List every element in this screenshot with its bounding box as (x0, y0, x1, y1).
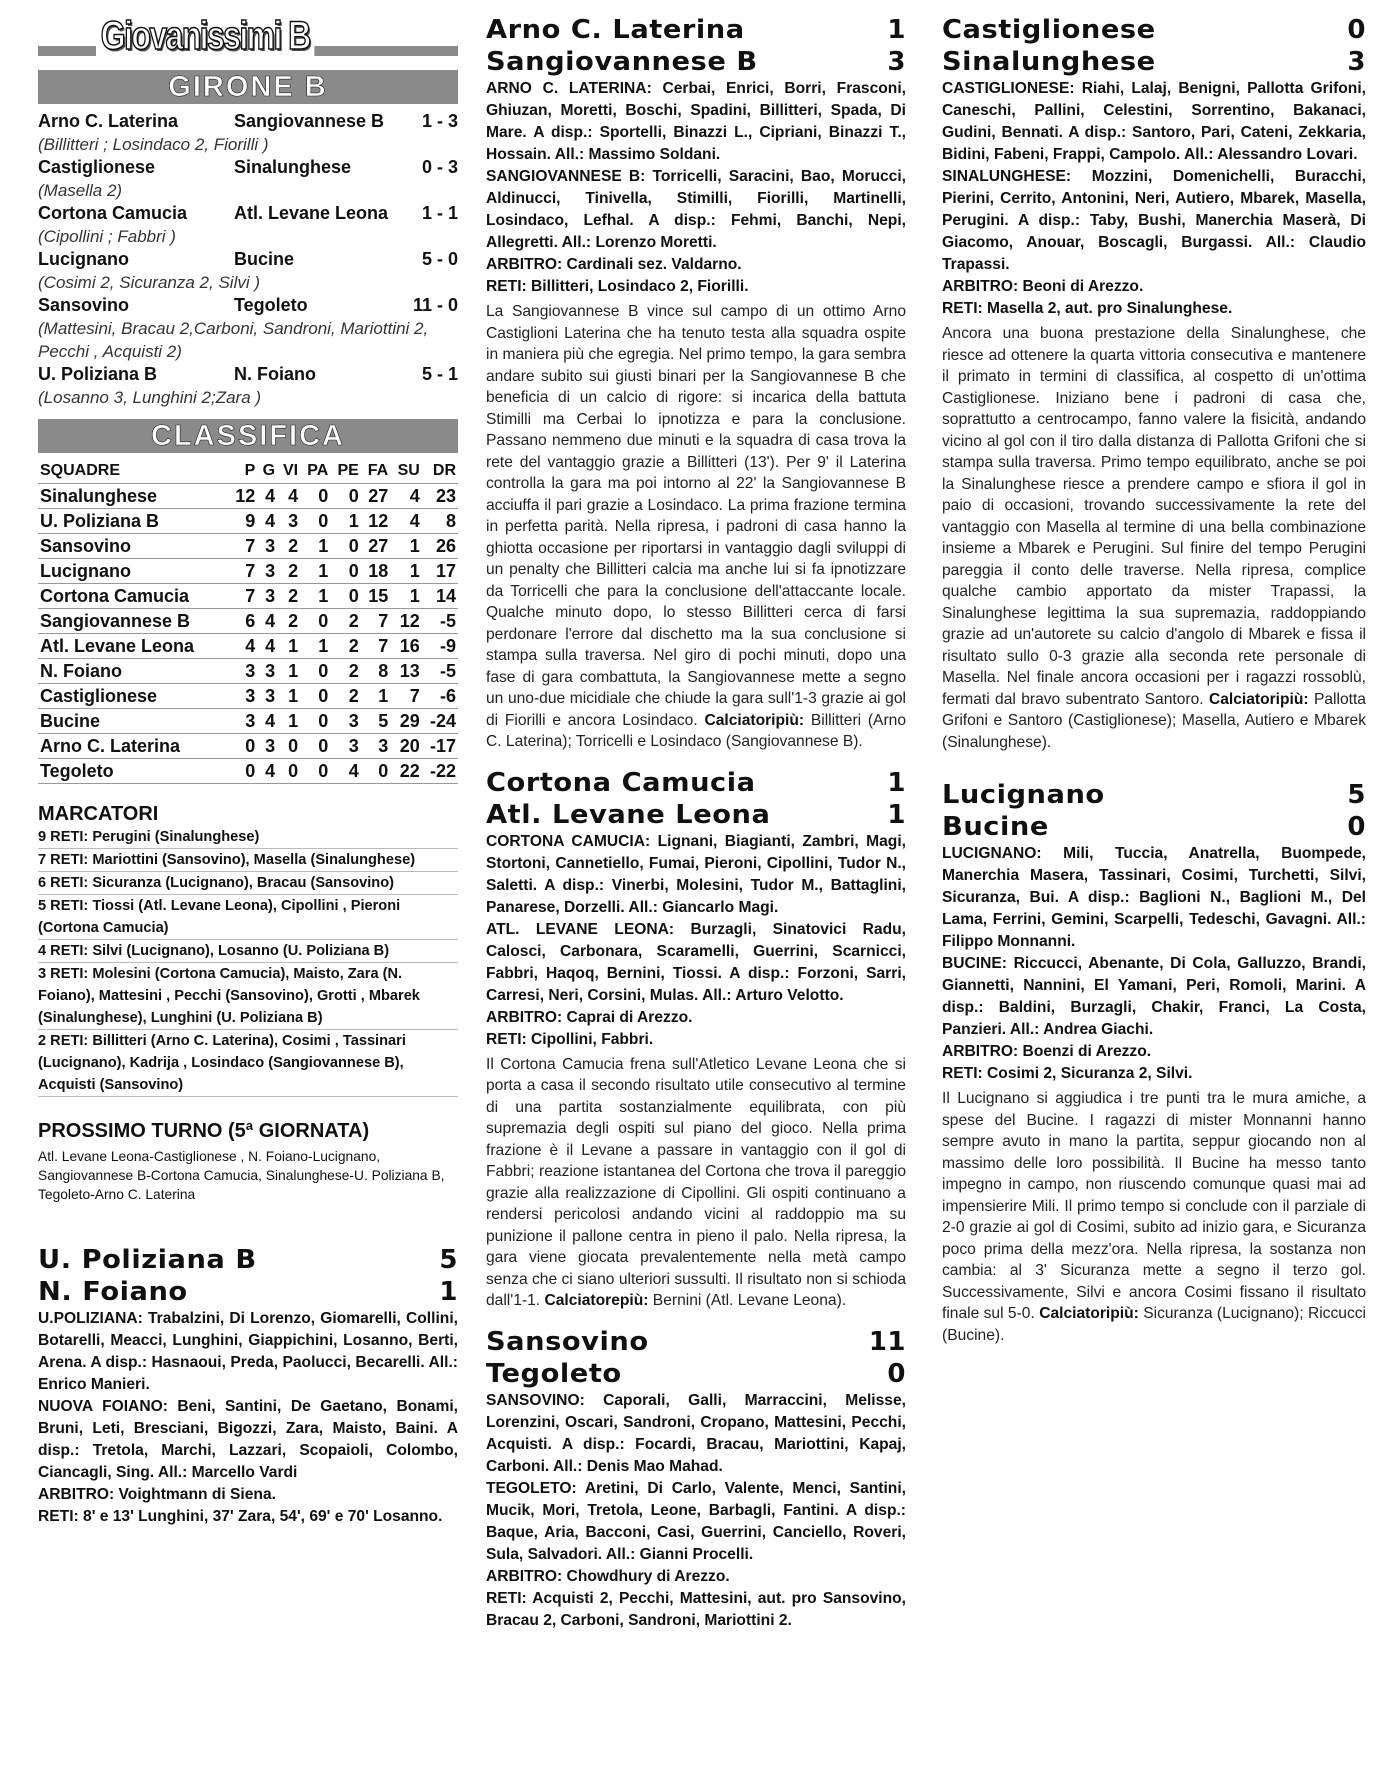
standings-cell: Atl. Levane Leona (38, 634, 228, 659)
result-away-team: Sinalunghese (234, 157, 352, 177)
standings-cell: 3 (257, 684, 277, 709)
standings-cell: 1 (361, 684, 390, 709)
result-away-team: Tegoleto (234, 295, 308, 315)
match-lineup: CASTIGLIONESE: Riahi, Lalaj, Benigni, Pallotta Grifoni, Caneschi, Pallini, Celestini, Sorrentino, Bakanaci, Gudini, Bennati. A disp.: Santoro, Pari, Cateni, Zekkaria, Bidini, Fabeni, Frappi, Campolo. All.: Alessandro Lovari. (942, 80, 1366, 163)
match-report-text (942, 1088, 1366, 1346)
match-report (486, 767, 906, 1312)
standings-column-header: SQUADRE (40, 462, 121, 479)
match-away-score: 3 (1347, 47, 1366, 77)
result-row (38, 248, 458, 271)
standings-cell: 3 (257, 584, 277, 609)
marcatori-line: 4 RETI: Silvi (Lucignano), Losanno (U. Poliziana B) (38, 940, 458, 963)
standings-cell: 7 (228, 559, 257, 584)
match-home-line (486, 14, 906, 46)
standings-cell: 0 (300, 734, 330, 759)
standings-row (38, 509, 458, 534)
standings-cell: -5 (422, 609, 458, 634)
match-away-score: 0 (887, 1358, 906, 1389)
standings-cell: 12 (390, 609, 422, 634)
match-home-team: Sansovino (486, 1326, 649, 1357)
result-away-team: Bucine (234, 249, 295, 269)
result-home-team: Castiglionese (38, 157, 156, 177)
standings-cell: 1 (277, 634, 300, 659)
match-home-line (942, 14, 1366, 46)
standings-cell: -17 (422, 734, 458, 759)
match-lineup: ARBITRO: Boenzi di Arezzo. (942, 1043, 1152, 1060)
result-score: 1 - 1 (421, 203, 458, 223)
standings-cell: N. Foiano (38, 659, 228, 684)
standings-cell: 0 (277, 759, 300, 784)
standings-cell: 23 (422, 484, 458, 509)
standings-cell: 4 (390, 509, 422, 534)
standings-cell: 17 (422, 559, 458, 584)
standings-row (38, 734, 458, 759)
standings-column-header: P (244, 462, 256, 479)
result-scorers: (Billitteri ; Losindaco 2, Fiorilli ) (38, 135, 269, 154)
standings-cell: 3 (277, 509, 300, 534)
marcatori-heading: MARCATORI (38, 803, 159, 825)
standings-cell: 1 (390, 534, 422, 559)
marcatori-list (38, 826, 458, 1097)
standings-cell: 3 (257, 559, 277, 584)
match-lineup: RETI: Masella 2, aut. pro Sinalunghese. (942, 300, 1233, 317)
standings-cell: 1 (300, 634, 330, 659)
standings-cell: 3 (257, 734, 277, 759)
page-title (38, 14, 458, 64)
standings-cell: 1 (300, 559, 330, 584)
standings-cell: 12 (228, 484, 257, 509)
match-home-team: Lucignano (942, 780, 1105, 810)
match-report-body: Il Lucignano si aggiudica i tre punti tra le mura amiche, a spese del Bucine. I ragazzi di mister Monnanni hanno sempre avuto in mano la partita, seppur giocando non al massimo delle loro possibilità. Il Bucine ha messo tanto impegno in campo, non riuscendo comunque quasi mai ad impensierire Mili. Il primo tempo si conclude con il parziale di 2-0 grazie ai gol di Cosimi, subito ad inizio gara, e Sicuranza poco prima della mezz'ora. Nella ripresa, la sostanza non cambia: al 3' Sicuranza mette a segno il terzo gol. Successivamente, Silvi e ancora Cosimi fissano il risultato finale sul 5-0. (942, 1090, 1366, 1322)
match-lineup: ARBITRO: Beoni di Arezzo. (942, 278, 1144, 295)
standings-cell: 0 (228, 759, 257, 784)
marcatori-line: 5 RETI: Tiossi (Atl. Levane Leona), Cipollini , Pieroni (Cortona Camucia) (38, 895, 458, 940)
standings-row (38, 609, 458, 634)
marcatori-line: 3 RETI: Molesini (Cortona Camucia), Maisto, Zara (N. Foiano), Mattesini , Pecchi (Sansovino), Grotti , Mbarek (Sinalunghese), Lunghini (U. Poliziana B) (38, 963, 458, 1030)
standings-cell: 4 (257, 609, 277, 634)
standings-cell: 0 (300, 709, 330, 734)
standings-table (38, 459, 458, 783)
standings-cell: 1 (390, 584, 422, 609)
result-score: 5 - 1 (421, 364, 458, 384)
match-report (486, 1326, 906, 1632)
match-home-line (486, 767, 906, 799)
standings-cell: 2 (330, 684, 361, 709)
standings-row (38, 584, 458, 609)
match-home-team: U. Poliziana B (38, 1245, 257, 1275)
standings-cell: 0 (277, 734, 300, 759)
match-home-score: 1 (887, 15, 906, 45)
standings-cell: Sinalunghese (38, 484, 228, 509)
standings-cell: 0 (300, 684, 330, 709)
match-home-line (942, 779, 1366, 811)
marcatori-line: 2 RETI: Billitteri (Arno C. Laterina), Cosimi , Tassinari (Lucignano), Kadrija , Losindaco (Sangiovannese B), Acquisti (Sansovino) (38, 1030, 458, 1097)
standings-cell: 7 (361, 634, 390, 659)
match-lineup: SINALUNGHESE: Mozzini, Domenichelli, Buracchi, Pierini, Cerrito, Antonini, Neri, Autiero, Mbarek, Masella, Perugini. A disp.: Taby, Bushi, Manerchia Maserà, Di Giacomo, Anouar, Boscagli, Burgassi. All.: Claudio Trapassi. (942, 168, 1366, 273)
standings-cell: 7 (390, 684, 422, 709)
match-away-line (38, 1276, 458, 1308)
standings-cell: 4 (277, 484, 300, 509)
match-report-body: La Sangiovannese B vince sul campo di un ottimo Arno Castiglioni Laterina che ha tenuto testa alla squadra ospite in maniera più che egregia. Nel primo tempo, la gara sembra andare subito sui giusti binari per la Sangiovannese B che beneficia di un calcio di rigore: si incarica della battuta Stimilli ma Cerbai lo ipnotizza e para la conclusione. Passano nemmeno due minuti e la squadra di casa trova la rete del vantaggio grazie a Billitteri (13'). Per 9' il Laterina controlla la gara ma poi intorno al 22' la Sangiovannese B acciuffa il pari grazie a Losindaco. La prima frazione termina in perfetta parità. Nella ripresa, i padroni di casa hanno la ghiotta occasione per riportarsi in vantaggio dagli sviluppi di un penalty che Billitteri calcia ma anche lui si fa ipnotizzare da Torricelli che para la conclusione dell'attaccante locale. Qualche minuto dopo, lo stesso Billitteri cerca di farsi perdonare l'errore dal dischetto ma la sua conclusione si stampa sulla traversa. Nel giro di pochi minuti, dopo una fase di gara combattuta, la Sangiovannese mette a segno un uno-due micidiale che chiude la gara sull'1-3 grazie ai gol di Fiorilli e ancora Losindaco. (486, 303, 906, 729)
standings-cell: 5 (361, 709, 390, 734)
standings-cell: 0 (330, 559, 361, 584)
standings-cell: 4 (330, 759, 361, 784)
match-lineup: RETI: Acquisti 2, Pecchi, Mattesini, aut. pro Sansovino, Bracau 2, Carboni, Sandroni, Mariottini 2. (486, 1589, 906, 1629)
result-score: 0 - 3 (421, 157, 458, 177)
standings-cell: 15 (361, 584, 390, 609)
standings-cell: 18 (361, 559, 390, 584)
match-report (486, 14, 906, 753)
standings-cell: 2 (330, 659, 361, 684)
standings-cell: 0 (300, 509, 330, 534)
standings-cell: -6 (422, 684, 458, 709)
result-away-team: Atl. Levane Leona (234, 203, 389, 223)
standings-cell: 4 (257, 484, 277, 509)
calciatori-label: Calciatoripiù: (704, 711, 805, 729)
match-lineup: ARBITRO: Caprai di Arezzo. (486, 1008, 693, 1026)
standings-cell: -5 (422, 659, 458, 684)
marcatori-line: 7 RETI: Mariottini (Sansovino), Masella (Sinalunghese) (38, 849, 458, 872)
result-home-team: Lucignano (38, 249, 129, 269)
standings-cell: 4 (390, 484, 422, 509)
result-away-team: N. Foiano (234, 364, 316, 384)
standings-column-header: VI (282, 462, 299, 479)
calciatori-label: Calciatoripiù: (1208, 690, 1309, 708)
standings-row (38, 709, 458, 734)
standings-cell: 22 (390, 759, 422, 784)
calciatori-label: Calciatoripiù: (1039, 1305, 1139, 1322)
match-home-team: Arno C. Laterina (486, 15, 745, 45)
results-list (38, 110, 458, 409)
standings-row (38, 684, 458, 709)
standings-cell: Tegoleto (38, 759, 228, 784)
standings-row (38, 634, 458, 659)
match-lineup: TEGOLETO: Aretini, Di Carlo, Valente, Menci, Santini, Mucik, Mori, Tretola, Leone, Barbagli, Fantini. A disp.: Baque, Aria, Bacconi, Casi, Guerrini, Canciello, Roveri, Sula, Salvadori. All.: Gianni Procelli. (486, 1479, 906, 1563)
standings-cell: 2 (330, 634, 361, 659)
match-away-score: 0 (1347, 812, 1366, 842)
standings-cell: 16 (390, 634, 422, 659)
match-report-body: Il Cortona Camucia frena sull'Atletico Levane Leona che si porta a casa il secondo risultato utile consecutivo al termine di una partita sostanzialmente equilibrata, con più supremazia degli ospiti sul piano del gioco. Nella prima frazione è il Levane a passare in vantaggio con il gol di Fabbri; reazione istantanea del Cortona che trova il pareggio grazie alla realizzazione di Cipollini. Gli ospiti continuano a rendersi pericolosi andando vicini al raddoppio ma su punizione il pallone centra in pieno il palo. Nella ripresa, la gara viene giocata prevalentemente nella metà campo senza che ci siano ulteriori sussulti. Il risultato non si schioda dall'1-1. (486, 1055, 906, 1309)
match-lineup: RETI: Billitteri, Losindaco 2, Fiorilli. (486, 278, 749, 295)
standings-row (38, 659, 458, 684)
column-right (942, 14, 1366, 1360)
standings-row (38, 559, 458, 584)
standings-cell: Castiglionese (38, 684, 228, 709)
calciatori-label: Calciatorepiù: (544, 1292, 649, 1309)
standings-cell: 3 (228, 659, 257, 684)
result-score: 5 - 0 (421, 249, 458, 269)
result-row (38, 156, 458, 179)
standings-cell: 2 (330, 609, 361, 634)
standings-cell: 4 (257, 709, 277, 734)
standings-cell: 4 (257, 759, 277, 784)
standings-cell: 2 (277, 534, 300, 559)
match-away-team: Bucine (942, 812, 1049, 842)
match-away-team: Sangiovannese B (486, 47, 758, 77)
result-row (38, 363, 458, 386)
result-row (38, 294, 458, 317)
match-away-team: N. Foiano (38, 1277, 188, 1307)
match-away-line (486, 46, 906, 78)
match-report-text (486, 301, 906, 753)
column-middle (486, 14, 906, 1646)
standings-cell: 1 (277, 659, 300, 684)
standings-cell: 1 (300, 584, 330, 609)
standings-cell: 3 (330, 734, 361, 759)
standings-cell: 2 (277, 559, 300, 584)
match-home-line (486, 1326, 906, 1358)
standings-cell: 3 (228, 709, 257, 734)
match-report-body: Ancora una buona prestazione della Sinalunghese, che riesce ad ottenere la quarta vittoria consecutiva e mantenere il primato in termini di classifica, al cospetto di un'ottima Castiglionese. Iniziano bene i padroni di casa che, soprattutto a centrocampo, fanno valere la fisicità, andando vicino al gol con il tiro dalla distanza di Pallotta Grifoni che si stampa sulla traversa. Primo tempo equilibrato, anche se poi la Sinalunghese riesce a prendere campo e sfiora il gol in paio di occasioni, trovando successivamente la rete del vantaggio con Masella al termine di una bella combinazione insieme a Mbarek e Perugini. Sul finire del tempo Perugini pareggia il conto delle traverse. Nella ripresa, complice qualche cambio apportato da mister Trapassi, la Sinalunghese legittima la sua supremazia, raddoppiando grazie ad un'autorete su calcio d'angolo di Mbarek e fissa il risultato sullo 0-3 grazie alla seconda rete personale di Masella. Nel finale ancora occasioni per i ragazzi rossoblù, fermati dal bravo subentrato Santoro. (942, 325, 1366, 708)
match-away-team: Atl. Levane Leona (486, 799, 771, 830)
match-away-team: Tegoleto (486, 1358, 622, 1389)
standings-cell: -22 (422, 759, 458, 784)
standings-cell: 0 (228, 734, 257, 759)
result-home-team: Sansovino (38, 295, 130, 315)
standings-column-header: DR (432, 462, 456, 479)
result-scorers: (Mattesini, Bracau 2,Carboni, Sandroni, Mariottini 2, Pecchi , Acquisti 2) (38, 319, 429, 361)
result-scorers: (Masella 2) (38, 181, 123, 200)
standings-cell: 4 (257, 509, 277, 534)
match-report-text (486, 1054, 906, 1312)
match-lineup: ARBITRO: Cardinali sez. Valdarno. (486, 256, 742, 273)
standings-cell: 4 (228, 634, 257, 659)
match-away-team: Sinalunghese (942, 47, 1156, 77)
standings-cell: 6 (228, 609, 257, 634)
standings-cell: 0 (361, 759, 390, 784)
result-scorers: (Cosimi 2, Sicuranza 2, Silvi ) (38, 273, 261, 292)
match-lineup: RETI: Cosimi 2, Sicuranza 2, Silvi. (942, 1065, 1193, 1082)
standings-row (38, 534, 458, 559)
match-away-score: 3 (887, 47, 906, 77)
standings-cell: 7 (228, 584, 257, 609)
standings-cell: 1 (277, 684, 300, 709)
standings-cell: -24 (422, 709, 458, 734)
standings-column-header: SU (397, 462, 420, 479)
standings-cell: 8 (422, 509, 458, 534)
result-home-team: Cortona Camucia (38, 203, 188, 223)
match-lineup: CORTONA CAMUCIA: Lignani, Biagianti, Zambri, Magi, Stortoni, Cannetiello, Fumai, Pieroni, Cipollini, Tudor N., Saletti. A disp.: Vinerbi, Molesini, Tudor M., Battaglini, Panarese, Dorzelli. All.: Giancarlo Magi. (486, 832, 906, 916)
result-row (38, 202, 458, 225)
standings-cell: Lucignano (38, 559, 228, 584)
match-lineup: ARBITRO: Chowdhury di Arezzo. (486, 1567, 730, 1585)
match-home-team: Cortona Camucia (486, 767, 756, 798)
standings-bottom-rule (38, 783, 458, 788)
standings-cell: 1 (300, 534, 330, 559)
girone-heading: GIRONE B (38, 70, 458, 104)
marcatori-line: 6 RETI: Sicuranza (Lucignano), Bracau (Sansovino) (38, 872, 458, 895)
standings-cell: 0 (330, 484, 361, 509)
result-home-team: U. Poliziana B (38, 364, 158, 384)
standings-cell: 3 (361, 734, 390, 759)
standings-cell: 4 (257, 634, 277, 659)
standings-cell: -9 (422, 634, 458, 659)
standings-cell: 14 (422, 584, 458, 609)
result-scorers: (Cipollini ; Fabbri ) (38, 227, 176, 246)
marcatori-line: 9 RETI: Perugini (Sinalunghese) (38, 826, 458, 849)
standings-cell: 1 (390, 559, 422, 584)
match-away-line (486, 1358, 906, 1390)
match-away-line (942, 811, 1366, 843)
standings-cell: 7 (361, 609, 390, 634)
standings-cell: U. Poliziana B (38, 509, 228, 534)
match-away-score: 1 (439, 1277, 458, 1307)
match-lineup: ARNO C. LATERINA: Cerbai, Enrici, Borri, Frasconi, Ghiuzan, Moretti, Boschi, Spadini, Billitteri, Spada, Di Mare. A disp.: Sportelli, Binazzi L., Cipriani, Binazzi T., Hossain. All.: Massimo Soldani. (486, 80, 906, 163)
standings-header-row (38, 459, 458, 484)
standings-cell: 2 (277, 584, 300, 609)
match-lineup: RETI: Cipollini, Fabbri. (486, 1030, 654, 1048)
standings-column-header: PA (307, 462, 329, 479)
standings-cell: 7 (228, 534, 257, 559)
standings-cell: 27 (361, 534, 390, 559)
classifica-heading: CLASSIFICA (38, 419, 458, 453)
match-lineup: RETI: 8' e 13' Lunghini, 37' Zara, 54', 69' e 70' Losanno. (38, 1508, 443, 1525)
standings-cell: 0 (300, 659, 330, 684)
match-home-score: 1 (887, 767, 906, 798)
standings-column-header: G (262, 462, 276, 479)
standings-cell: 2 (277, 609, 300, 634)
standings-cell: Bucine (38, 709, 228, 734)
match-lineup: ATL. LEVANE LEONA: Burzagli, Sinatovici Radu, Calosci, Carbonara, Scaramelli, Guerrini, Scarnicci, Fabbri, Haqoq, Bernini, Tiossi. A disp.: Forzoni, Sarri, Carresi, Neri, Corsini, Mulas. All.: Arturo Velotto. (486, 920, 906, 1004)
match-report (942, 14, 1366, 753)
standings-cell: 0 (300, 609, 330, 634)
match-home-score: 0 (1347, 15, 1366, 45)
standings-row (38, 759, 458, 784)
match-report (942, 779, 1366, 1346)
standings-cell: 26 (422, 534, 458, 559)
standings-cell: 3 (257, 659, 277, 684)
calciatori-names: Pallotta Grifoni e Santoro (Castiglionese); Masella, Autiero e Mbarek (Sinalunghese). (942, 690, 1366, 751)
match-lineup: SANGIOVANNESE B: Torricelli, Saracini, Bao, Morucci, Aldinucci, Tinivella, Stimilli, Fiorilli, Martinelli, Losindaco, Lefhal. A disp.: Fehmi, Banchi, Nepi, Allegretti. All.: Lorenzo Moretti. (486, 168, 906, 251)
calciatori-names: Sicuranza (Lucignano); Riccucci (Bucine). (942, 1305, 1367, 1344)
result-home-team: Arno C. Laterina (38, 111, 179, 131)
calciatori-names: Billitteri (Arno C. Laterina); Torricelli e Losindaco (Sangiovannese B). (486, 711, 906, 750)
match-home-line (38, 1244, 458, 1276)
page-title-text: Giovanissimi B (96, 14, 314, 59)
match-lineup: ARBITRO: Voightmann di Siena. (38, 1486, 276, 1503)
standings-cell: 13 (390, 659, 422, 684)
standings-column-header: PE (337, 462, 359, 479)
result-row (38, 110, 458, 133)
match-home-score: 5 (439, 1245, 458, 1275)
standings-cell: 0 (300, 759, 330, 784)
calciatori-names: Bernini (Atl. Levane Leona). (652, 1292, 847, 1309)
standings-cell: Cortona Camucia (38, 584, 228, 609)
match-away-line (942, 46, 1366, 78)
standings-cell: 3 (257, 534, 277, 559)
match-home-score: 11 (868, 1326, 906, 1357)
standings-row (38, 484, 458, 509)
result-score: 1 - 3 (421, 111, 458, 131)
standings-body (38, 484, 458, 784)
standings-cell: 0 (330, 584, 361, 609)
standings-cell: 0 (300, 484, 330, 509)
match-report-text (942, 323, 1366, 753)
match-report (38, 1244, 458, 1528)
standings-cell: 29 (390, 709, 422, 734)
result-score: 11 - 0 (412, 295, 458, 315)
match-lineup: SANSOVINO: Caporali, Galli, Marraccini, Melisse, Lorenzini, Oscari, Sandroni, Cropano, Mattesini, Pecchi, Acquisti. A disp.: Focardi, Bracau, Mariottini, Kapaj, Carboni. All.: Denis Mao Mahad. (486, 1391, 906, 1475)
standings-cell: 0 (330, 534, 361, 559)
standings-cell: 1 (277, 709, 300, 734)
column-left (38, 14, 458, 1542)
standings-cell: 8 (361, 659, 390, 684)
standings-cell: 3 (228, 684, 257, 709)
result-scorers: (Losanno 3, Lunghini 2;Zara ) (38, 388, 262, 407)
match-away-line (486, 799, 906, 831)
match-home-score: 5 (1347, 780, 1366, 810)
standings-cell: 20 (390, 734, 422, 759)
standings-column-header: FA (367, 462, 389, 479)
match-lineup: U.POLIZIANA: Trabalzini, Di Lorenzo, Giomarelli, Collini, Botarelli, Meacci, Lunghini, Giappichini, Losanno, Berti, Arena. A disp.: Hasnaoui, Preda, Paolucci, Becarelli. All.: Enrico Manieri. (38, 1310, 458, 1393)
match-lineup: LUCIGNANO: Mili, Tuccia, Anatrella, Buompede, Manerchia Masera, Tassinari, Cosimi, Turchetti, Silvi, Sicuranza, Bui. A disp.: Baglioni N., Baglioni M., Del Lama, Ferrini, Gemini, Scarpelli, Tedeschi, Gavagni. All.: Filippo Monnanni. (942, 845, 1366, 950)
prossimo-turno-text: Atl. Levane Leona-Castiglionese , N. Foiano-Lucignano, Sangiovannese B-Cortona Camucia, Sinalunghese-U. Poliziana B, Tegoleto-Arno C. Laterina (38, 1149, 445, 1202)
prossimo-turno-heading: PROSSIMO TURNO (5ª GIORNATA) (38, 1120, 370, 1142)
standings-cell: 3 (330, 709, 361, 734)
match-lineup: BUCINE: Riccucci, Abenante, Di Cola, Galluzzo, Brandi, Giannetti, Nannini, El Yamani, Peri, Romoli, Marini. A disp.: Baldini, Burzagli, Chakir, Franci, La Costa, Panzieri. All.: Andrea Giachi. (942, 955, 1366, 1038)
match-home-team: Castiglionese (942, 15, 1156, 45)
standings-cell: Sansovino (38, 534, 228, 559)
standings-cell: 27 (361, 484, 390, 509)
match-lineup: NUOVA FOIANO: Beni, Santini, De Gaetano, Bonami, Bruni, Leti, Bresciani, Bigozzi, Zara, Maisto, Baini. A disp.: Tretola, Marchi, Lazzari, Scopaioli, Colombo, Ciancagli, Sing. All.: Marcello Vardi (38, 1398, 458, 1481)
standings-cell: Arno C. Laterina (38, 734, 228, 759)
standings-cell: 1 (330, 509, 361, 534)
standings-cell: Sangiovannese B (38, 609, 228, 634)
match-away-score: 1 (887, 799, 906, 830)
result-away-team: Sangiovannese B (234, 111, 385, 131)
standings-cell: 9 (228, 509, 257, 534)
standings-cell: 12 (361, 509, 390, 534)
